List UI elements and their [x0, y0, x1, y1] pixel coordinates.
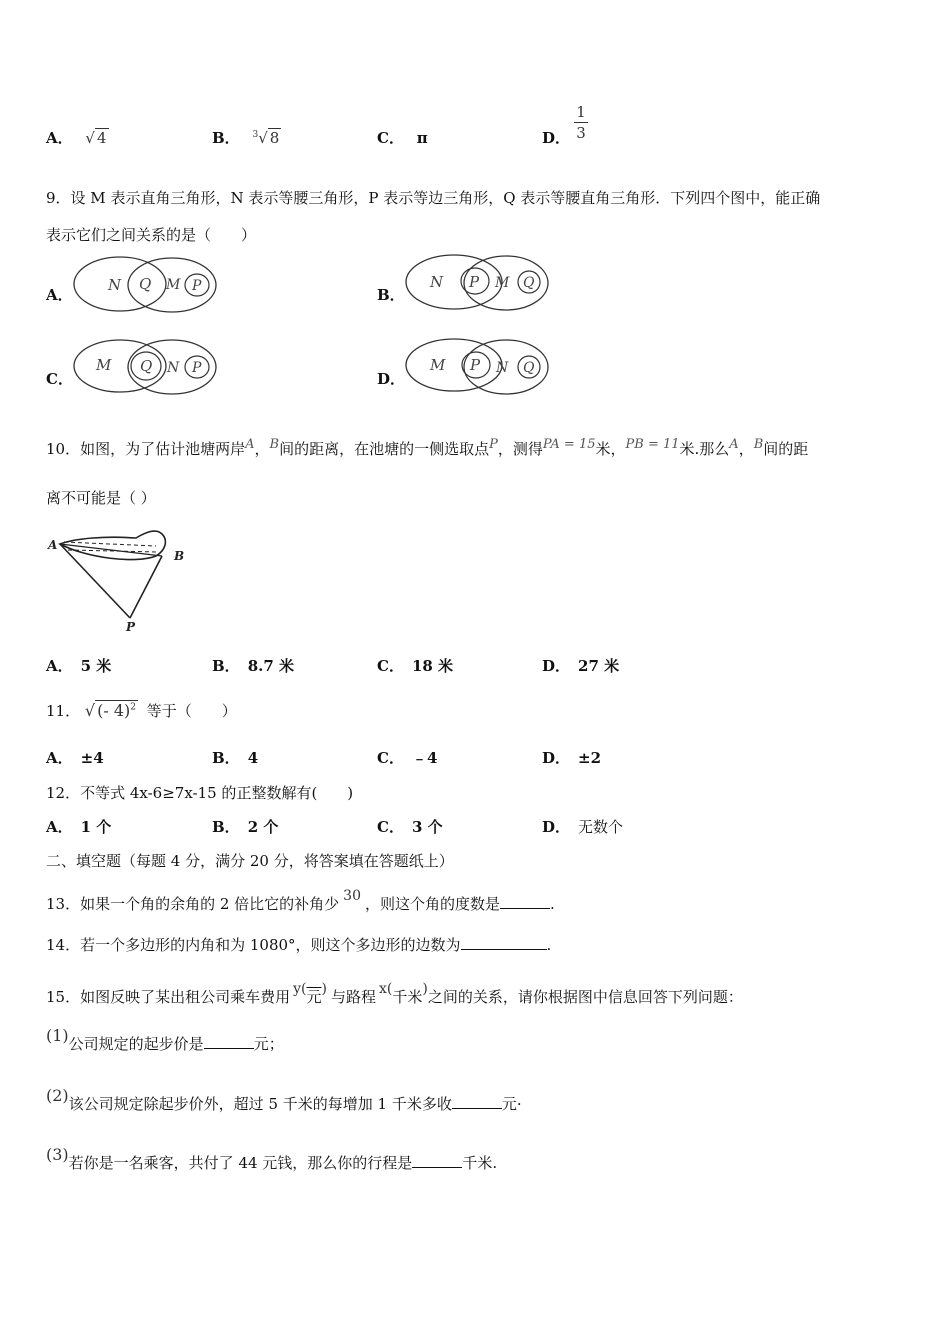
q8-option-c: C． π [377, 129, 428, 147]
q8-option-a [46, 127, 109, 148]
q15-sub-3: (3)若你是一名乘客，共付了 44 元钱，那么你的行程是 千米. [46, 1145, 498, 1172]
venn-label: P [470, 356, 481, 374]
venn-label: M [495, 275, 510, 291]
q10-option-d: D． 27 米 [542, 657, 620, 675]
answer-blank[interactable] [500, 894, 550, 909]
q8-option-d [542, 127, 578, 148]
q11-option-c: C． ﹣4 [377, 749, 438, 767]
venn-label: N [496, 360, 509, 376]
venn-label: M [430, 356, 446, 374]
venn-label: Q [523, 360, 535, 376]
q9-line2: 表示它们之间关系的是（ ） [46, 226, 257, 244]
venn-diagram-d [402, 336, 552, 398]
q10-option-b: B． 8.7 米 [212, 657, 295, 675]
q9-option-c-label: C． [46, 370, 73, 388]
venn-label: M [96, 356, 112, 374]
q10-line2: 离不可能是（ ） [46, 489, 156, 507]
answer-blank[interactable] [452, 1094, 502, 1109]
answer-blank[interactable] [461, 935, 547, 950]
q11-option-b: B． 4 [212, 749, 259, 767]
venn-label: N [108, 276, 122, 294]
point-label: A [48, 538, 58, 552]
q9-option-b-label: B． [377, 286, 405, 304]
pond-figure [46, 528, 196, 634]
answer-blank[interactable] [412, 1153, 462, 1168]
option-label: B． [212, 129, 240, 147]
venn-label: N [167, 360, 180, 376]
q15-sub-2: (2)该公司规定除起步价外，超过 5 千米的每增加 1 千米多收 元· [46, 1086, 522, 1113]
venn-diagram-b [402, 252, 552, 314]
point-label: P [126, 620, 136, 634]
option-label: D． [542, 129, 571, 147]
q9-line1: 9．设 M 表示直角三角形，N 表示等腰三角形，P 表示等边三角形，Q 表示等腰直角三角形．下列四个图中，能正确 [46, 189, 821, 207]
venn-label: M [166, 277, 181, 293]
q13-stem: 13．如果一个角的余角的 2 倍比它的补角少 30 ，则这个角的度数是 . [46, 888, 555, 913]
venn-diagram-c [72, 337, 222, 399]
q14-stem: 14．若一个多边形的内角和为 1080°，则这个多边形的边数为 . [46, 936, 552, 954]
q10-line1: 10．如图，为了估计池塘两岸A，B间的距离，在池塘的一侧选取点P，测得PA = 15米，PB = 11米.那么A，B间的距 [46, 437, 809, 458]
option-label: C． [377, 129, 404, 147]
venn-label: P [192, 278, 202, 294]
q11-option-d: D． ±2 [542, 749, 602, 767]
cube-root-expression: $^3$√ 8 [252, 129, 280, 147]
q10-option-a: A． 5 米 [46, 657, 112, 675]
q10-option-c: C． 18 米 [377, 657, 454, 675]
q9-option-d-label: D． [377, 370, 406, 388]
q12-option-a: A． 1 个 [46, 818, 112, 836]
venn-label: Q [523, 275, 535, 291]
q12-stem: 12．不等式 4x-6≥7x-15 的正整数解有( ) [46, 784, 354, 802]
sqrt-expression: √ (- 4)$^2$ [84, 701, 136, 720]
section-heading: 二、填空题（每题 4 分，满分 20 分，将答案填在答题纸上） [46, 852, 454, 870]
point-label: B [174, 549, 185, 563]
venn-label: P [469, 273, 480, 291]
q15-sub-1: (1)公司规定的起步价是 元； [46, 1026, 284, 1053]
option-label: A． [46, 129, 73, 147]
q11-stem: 11． √ (- 4)$^2$ 等于（ ） [46, 701, 237, 720]
sqrt-expression: √ 4 [85, 129, 107, 147]
q12-option-c: C． 3 个 [377, 818, 443, 836]
venn-label: Q [140, 357, 153, 375]
q12-option-d: D． 无数个 [542, 818, 624, 836]
fraction-one-third: 1 3 [574, 102, 588, 143]
venn-label: Q [139, 275, 152, 293]
venn-label: P [192, 360, 202, 376]
q12-option-b: B． 2 个 [212, 818, 279, 836]
venn-diagram-a [72, 254, 222, 316]
venn-label: N [430, 273, 444, 291]
q8-option-b [212, 127, 281, 148]
q9-option-a-label: A． [46, 286, 73, 304]
q15-stem: 15．如图反映了某出租公司乘车费用 y(元) 与路程 x(千米)之间的关系，请你根据图中信息回答下列问题： [46, 981, 743, 1006]
q11-option-a: A． ±4 [46, 749, 104, 767]
answer-blank[interactable] [204, 1034, 254, 1049]
